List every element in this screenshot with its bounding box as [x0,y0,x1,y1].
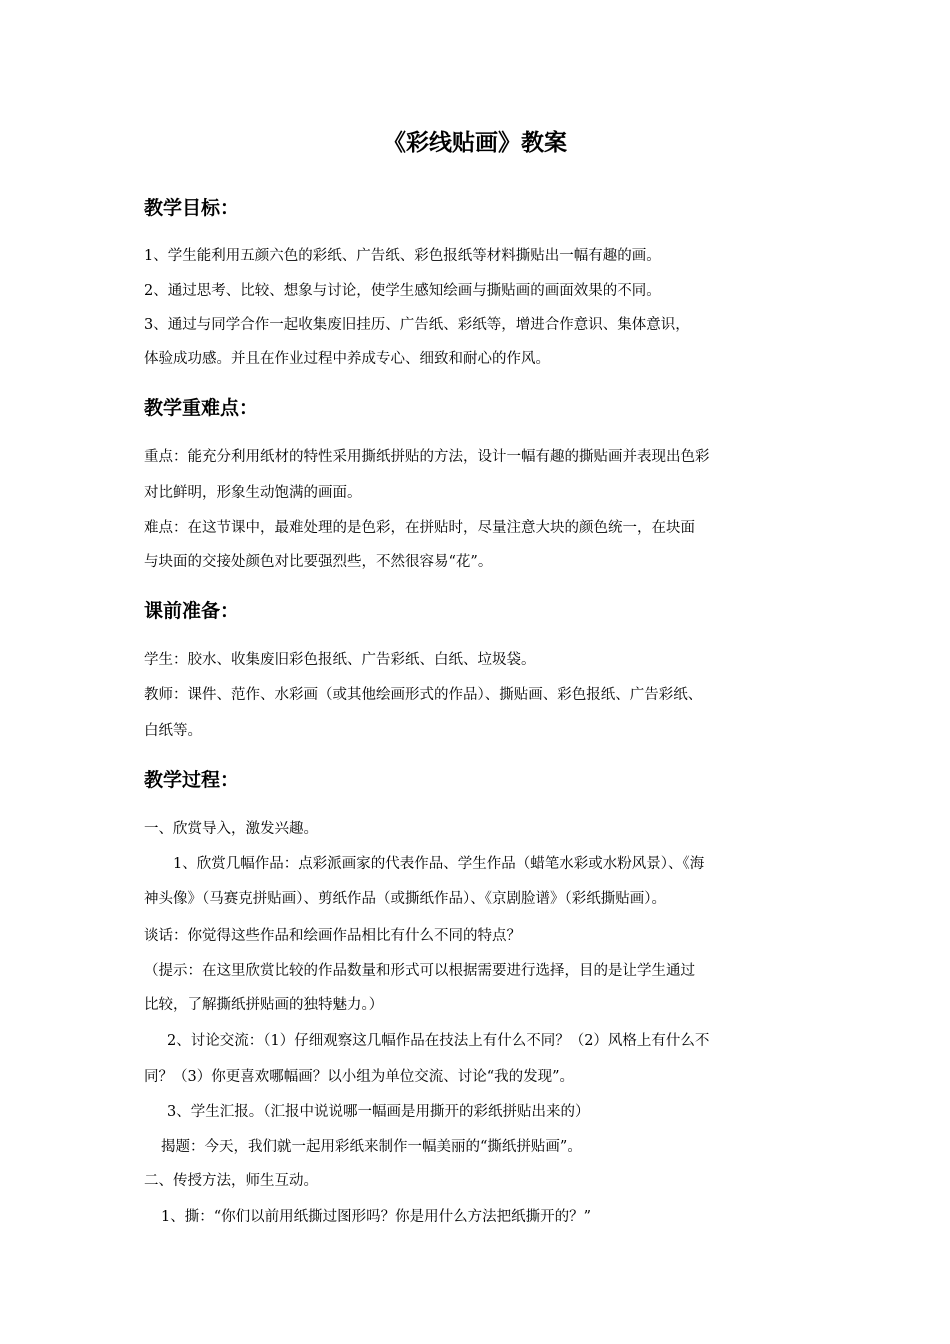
key-points-line: 对比鲜明，形象生动饱满的画面。 [144,485,362,501]
section-heading-objectives: 教学目标： [144,197,240,219]
objectives-line: 2、通过思考、比较、想象与讨论，使学生感知绘画与撕贴画的画面效果的不同。 [144,283,661,299]
section-heading-key-points: 教学重难点： [144,397,259,419]
objectives-line: 体验成功感。并且在作业过程中养成专心、细致和耐心的作风。 [144,351,550,367]
key-points-line: 重点：能充分利用纸材的特性采用撕纸拼贴的方法，设计一幅有趣的撕贴画并表现出色彩 [144,449,710,465]
process-line: 比较，了解撕纸拼贴画的独特魅力。） [144,997,384,1013]
objectives-line: 3、通过与同学合作一起收集废旧挂历、广告纸、彩纸等，增进合作意识、集体意识， [144,317,690,333]
process-line: 1、撕：“你们以前用纸撕过图形吗？你是用什么方法把纸撕开的？” [161,1209,592,1225]
preparation-line: 学生：胶水、收集废旧彩色报纸、广告彩纸、白纸、垃圾袋。 [144,652,536,668]
process-line: 1、欣赏几幅作品：点彩派画家的代表作品、学生作品（蜡笔水彩或水粉风景）、《海 [173,856,705,872]
process-line: 二、传授方法，师生互动。 [144,1173,318,1189]
process-line: 谈话：你觉得这些作品和绘画作品相比有什么不同的特点？ [144,928,521,944]
process-line: （提示：在这里欣赏比较的作品数量和形式可以根据需要进行选择，目的是让学生通过 [144,963,695,979]
section-heading-preparation: 课前准备： [144,600,240,622]
process-line: 2、讨论交流：（1）仔细观察这几幅作品在技法上有什么不同？（2）风格上有什么不 [167,1033,710,1049]
key-points-line: 难点：在这节课中，最难处理的是色彩，在拼贴时，尽量注意大块的颜色统一，在块面 [144,520,695,536]
process-line: 一、欣赏导入，激发兴趣。 [144,821,318,837]
preparation-line: 教师：课件、范作、水彩画（或其他绘画形式的作品）、撕贴画、彩色报纸、广告彩纸、 [144,687,703,703]
preparation-line: 白纸等。 [144,723,202,739]
section-heading-process: 教学过程： [144,769,240,791]
objectives-line: 1、学生能利用五颜六色的彩纸、广告纸、彩色报纸等材料撕贴出一幅有趣的画。 [144,248,661,264]
process-line: 神头像》（马赛克拼贴画）、剪纸作品（或撕纸作品）、《京剧脸谱》（彩纸撕贴画）。 [144,891,666,907]
document-title: 《彩线贴画》教案 [383,130,567,156]
process-line: 同？（3）你更喜欢哪幅画？以小组为单位交流、讨论“我的发现”。 [144,1069,575,1085]
key-points-line: 与块面的交接处颜色对比要强烈些，不然很容易“花”。 [144,554,493,570]
process-line: 揭题：今天，我们就一起用彩纸来制作一幅美丽的“撕纸拼贴画”。 [161,1139,582,1155]
process-line: 3、学生汇报。（汇报中说说哪一幅画是用撕开的彩纸拼贴出来的） [167,1104,590,1120]
